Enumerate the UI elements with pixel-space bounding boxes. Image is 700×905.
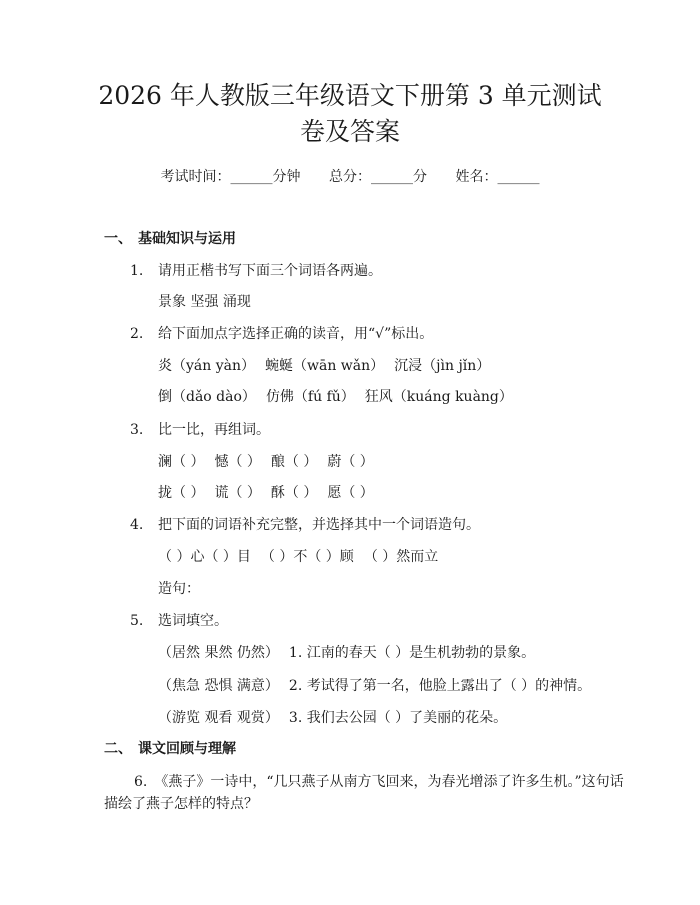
q5-row-1	[158, 643, 535, 663]
section-number: 一、	[104, 231, 132, 247]
compare-char: 澜（ ）	[158, 454, 205, 470]
pinyin-choice: 沉浸（jìn jǐn）	[394, 358, 491, 374]
question-text: 比一比，再组词。	[158, 422, 270, 438]
fill-sentence: 1. 江南的春天（ ）是生机勃勃的景象。	[288, 645, 536, 661]
q2-row-1	[158, 356, 490, 376]
compare-char: 酥（ ）	[270, 485, 318, 501]
exam-time-field: 考试时间：______分钟	[160, 169, 301, 185]
word-choices: （居然 果然 仍然）	[158, 645, 279, 661]
pinyin-choice: 炎（yán yàn）	[158, 358, 255, 374]
question-5	[130, 611, 228, 631]
section-number: 二、	[104, 741, 132, 757]
q5-row-3	[158, 708, 507, 728]
idiom-blank: （ ）不（ ）顾	[260, 549, 354, 565]
q3-row-1	[158, 452, 374, 472]
name-field: 姓名：______	[455, 169, 540, 185]
compare-char: 蔚（ ）	[327, 454, 374, 470]
title-line-1: 2026 年人教版三年级语文下册第 3 单元测试	[98, 81, 602, 110]
q1-words: 景象 坚强 涌现	[158, 294, 251, 310]
compare-char: 酿（ ）	[270, 454, 318, 470]
section-2-heading	[104, 739, 236, 759]
question-6: 6. 《燕子》一诗中，“几只燕子从南方飞回来，为春光增添了许多生机。”这句话描绘了燕子怎样的特点？	[104, 774, 624, 812]
question-text: 把下面的词语补充完整，并选择其中一个词语造句。	[158, 517, 480, 533]
word-choices: （游览 观看 观赏）	[158, 710, 279, 726]
section-1-heading	[104, 229, 236, 249]
question-text: 选词填空。	[158, 613, 228, 629]
question-number: 1.	[130, 263, 144, 279]
exam-info	[0, 167, 700, 187]
idiom-blank: （ ）心（ ）目	[158, 549, 251, 565]
fill-sentence: 3. 我们去公园（ ）了美丽的花朵。	[288, 710, 508, 726]
pinyin-choice: 倒（dǎo dào）	[158, 389, 256, 405]
q3-row-2	[158, 483, 374, 503]
pinyin-choice: 狂风（kuáng kuàng）	[364, 389, 513, 405]
pinyin-choice: 仿佛（fú fǔ）	[265, 389, 355, 405]
idiom-blank: （ ）然而立	[363, 549, 439, 565]
section-title: 课文回顾与理解	[138, 741, 236, 757]
question-number: 3.	[130, 422, 144, 438]
word-choices: （焦急 恐惧 满意）	[158, 678, 279, 694]
section-title: 基础知识与运用	[138, 231, 236, 247]
question-2	[130, 324, 433, 344]
compare-char: 愿（ ）	[327, 485, 374, 501]
q2-row-2	[158, 387, 513, 407]
document-title	[60, 78, 640, 150]
compare-char: 拢（ ）	[158, 485, 205, 501]
question-text: 请用正楷书写下面三个词语各两遍。	[158, 263, 382, 279]
question-number: 5.	[130, 613, 144, 629]
compare-char: 谎（ ）	[214, 485, 261, 501]
q4-sentence-label: 造句：	[158, 581, 200, 597]
question-text: 给下面加点字选择正确的读音，用“√”标出。	[158, 326, 434, 342]
total-score-field: 总分：______分	[329, 169, 427, 185]
q4-idioms	[158, 547, 438, 567]
q5-row-2	[158, 676, 591, 696]
pinyin-choice: 蜿蜒（wān wǎn）	[265, 358, 385, 374]
question-number: 2.	[130, 326, 144, 342]
question-number: 4.	[130, 517, 144, 533]
compare-char: 憾（ ）	[214, 454, 261, 470]
question-3	[130, 420, 270, 440]
question-4	[130, 515, 480, 535]
fill-sentence: 2. 考试得了第一名，他脸上露出了（ ）的神情。	[288, 678, 592, 694]
question-1	[130, 261, 382, 281]
title-line-2: 卷及答案	[299, 117, 400, 146]
